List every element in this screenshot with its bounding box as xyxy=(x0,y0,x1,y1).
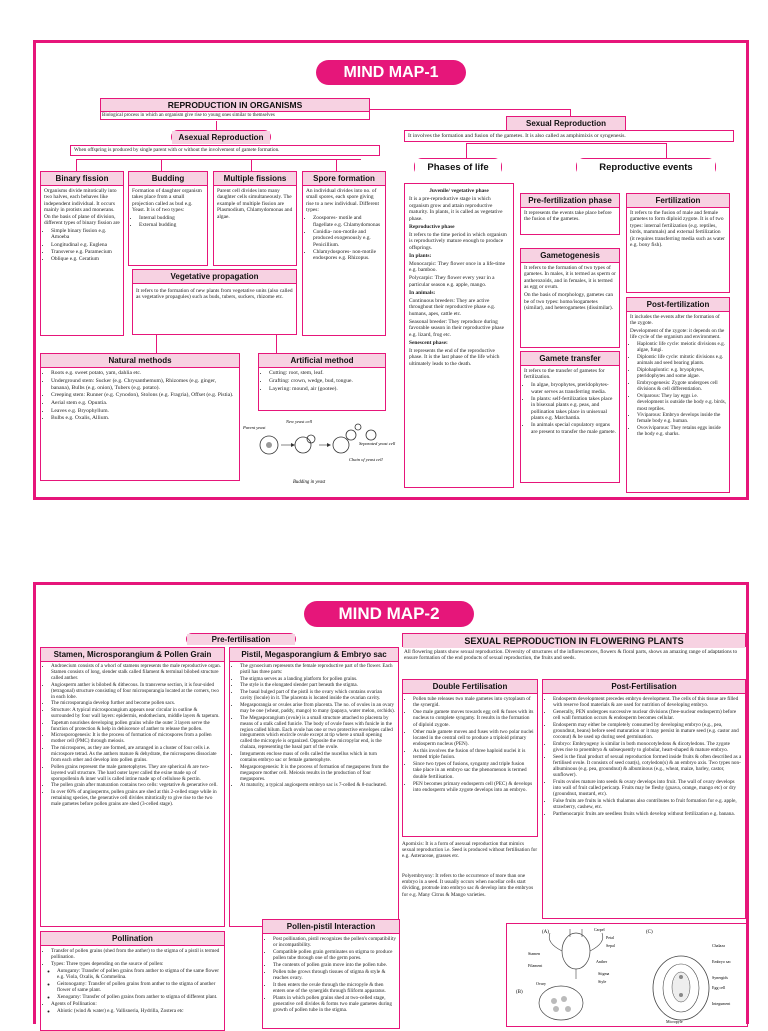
asexual-desc: When offspring is produced by single parent with or without the involvement of gamete formation. xyxy=(74,147,280,153)
pollen-pistil-box xyxy=(262,919,400,1029)
pistil-item: • At maturity, a typical angiosperm embryo sac is 7-celled & 8-nucleated. xyxy=(240,783,395,789)
stamen-item: • Pollen grains represent the male gametophytes. They are spherical & are two-layered wall structure. The hard outer layer called the exine made up of sporopollenin & inner wall is called intine made up of cellulose & pectin. xyxy=(51,765,221,783)
vegetative-box xyxy=(132,269,297,335)
pollination-item: ◦ Abiotic (wind & water) e.g. Vallisneria, Hydrilla, Zostera etc xyxy=(57,1008,221,1014)
budding-item: • External budding xyxy=(139,222,204,228)
pistil-item: • The gynoecium represents the female reproductive part of the flower. Each pistil has three parts: xyxy=(240,664,395,676)
pistil-item: • The basal bulged part of the pistil is the ovary which contains ovarian cavity (locule) in it. The placenta is located inside the ovarian cavity. xyxy=(240,690,395,702)
stamen-item: • The microsporangia develop further and become pollen sacs. xyxy=(51,701,221,707)
post-fert-2-box xyxy=(542,679,746,919)
pollination-item: ◦ Autogamy: Transfer of pollen grains from anther to stigma of the same flower e.g. Viola, Oxalis, & Commelina. xyxy=(57,968,221,980)
stamen-item: • The pollen grain after maturation contains two cells: vegetative & generative cell. xyxy=(51,783,221,789)
stamen-item: • Structure: A typical microsporangium appears near circular in outline & surrounded by four wall layers: epidermis, endothecium, middle layers & tapetum. xyxy=(51,708,221,720)
pollen-pistil-title: Pollen-pistil Interaction xyxy=(263,920,399,934)
yeast-budding-figure xyxy=(241,413,396,493)
pistil-item: • Megasporogenesis: It is the process of formation of megaspores from the megaspore mother cell. Meiosis results in the production of four megaspores. xyxy=(240,765,395,783)
stamen-item: • Angiosperm anther is bilobed & dithecous. In transverse section, it is four-sided (tetragonal) structure consisting of four microsporangia located at the corners, two in each lobe. xyxy=(51,683,221,701)
gametogenesis-title: Gametogenesis xyxy=(521,249,619,263)
fig-label: Style xyxy=(598,979,607,984)
natural-item: • Roots e.g. sweet potato, yam, dahlia etc. xyxy=(51,370,236,377)
polyembryony-text: Polyembryony: It refers to the occurrence of more than one embryo in a seed. It usually occurs when nucellar cells start dividing, protrude into embryo sac & develop into the embryos for e.g. Many Citrus & Mango varieties. xyxy=(402,873,534,898)
prefert-title-box xyxy=(186,633,296,645)
binary-fission-box xyxy=(40,171,124,336)
phase-heading: Juvenile/ vegetative phase xyxy=(429,188,489,194)
fig-label: Separated yeast cell xyxy=(359,441,396,446)
postfert-item: • Diplohaplontic: e.g. bryophytes, pteridophytes and some algae. xyxy=(637,367,726,379)
natural-methods-title: Natural methods xyxy=(41,354,239,368)
double-item: • Since two types of fusions, syngamy and triple fusion take place in an embryo sac the phenomenon is termed double fertilisation. xyxy=(413,761,534,780)
postfert-item: • Haplontic life cycle: meiotic divisions e.g. algae, fungi. xyxy=(637,341,726,353)
stamen-item: • In over 60% of angiosperms, pollen grains are shed at this 2-celled stage while in remaining species, the generative cell divides mitotically to give rise to the two male gametes before pollen grains are shed (3-celled stage). xyxy=(51,790,221,808)
phase-heading: Senescent phase: xyxy=(409,339,448,346)
fig-label: Ovary xyxy=(536,981,546,986)
sexual-desc-box xyxy=(404,130,734,142)
fig-label: Integument xyxy=(712,1001,731,1006)
artificial-item: • Cutting: root, stem, leaf. xyxy=(269,370,382,377)
pollination-box xyxy=(40,931,225,1031)
binary-item: • Transverse e.g. Paramecium xyxy=(51,249,120,255)
phase-text: Continuous breeders: They are active throughout their reproductive phase e.g. humans, apes, cattle etc. xyxy=(409,297,496,317)
gametogenesis-text: It refers to the formation of two types of gametes. In males, it is termed as sperm or antherozoids, and in females, it is termed as egg or ovum. xyxy=(524,265,616,291)
fertilization-text: It refers to the fusion of male and female gametes to form diploid zygote. It is of two types: internal fertilization (e.g. reptiles, birds, mammals) and external fertilization (it requires transferring media such as water e.g. bony fish). xyxy=(630,210,725,249)
stamen-item: • Androecium consists of a whorl of stamens represents the male reproductive organ. Stamen consists of long, slender stalk called filament & terminal bilobed structure called anther. xyxy=(51,664,221,682)
fig-label: Synergids xyxy=(712,975,728,980)
fig-label: Micropyle xyxy=(666,1019,683,1024)
multiple-fission-box xyxy=(213,171,297,266)
budding-title: Budding xyxy=(129,172,207,186)
budding-item: • Internal budding xyxy=(139,215,204,221)
artificial-method-box xyxy=(258,353,386,411)
double-fert-box xyxy=(402,679,538,837)
multiple-fission-text: Parent cell divides into many daughter cells simultaneously. The example of multiple fission are Plasmodium, Chlamydomonas and algae. xyxy=(217,188,293,220)
postfert-item: • Oviparous: They lay eggs i.e. development is outside the body e.g. birds, most reptiles. xyxy=(637,393,726,411)
gametogenesis-box xyxy=(520,248,620,348)
events-title-box xyxy=(576,158,716,176)
fig-label: (B) xyxy=(516,990,523,995)
pollination-item: • Types: Three types depending on the source of pollen: xyxy=(51,961,221,967)
fig-label: Chalaza xyxy=(712,943,725,948)
gamete-transfer-title: Gamete transfer xyxy=(521,352,619,366)
artificial-item: • Layering: mound, air (gootee). xyxy=(269,386,382,393)
natural-item: • Aerial stem e.g. Opuntia. xyxy=(51,400,236,407)
stamen-item: • Tapetum nourishes developing pollen grains while the outer 3 layers serve the function of protection & help in dehiscence of anther to release the pollen. xyxy=(51,721,221,733)
binary-fission-title: Binary fission xyxy=(41,172,123,186)
double-item: • Other male gamete moves and fuses with two polar nuclei located in the central cell to produce a triploid primary endosperm nucleus (PEN). xyxy=(413,729,534,748)
fig-label: Petal xyxy=(606,935,614,940)
sexual-title-box xyxy=(506,116,626,130)
pollination-item: • Agents of Pollination: xyxy=(51,1001,221,1007)
mind-map-2-title: MIND MAP-2 xyxy=(304,601,474,627)
phase-text: It refers to the time period in which organism is reproductively mature enough to produce offsprings. xyxy=(409,231,507,251)
mind-map-1-title: MIND MAP-1 xyxy=(316,60,466,85)
gametogenesis-text: On the basis of morphology, gametes can be of two types: homo/isogametes (similar), and heterogametes (dissimilar). xyxy=(524,292,614,311)
stamen-box xyxy=(40,647,225,927)
postfert-item: • Ovoviviparous: They retains eggs inside the body e.g. sharks. xyxy=(637,425,726,437)
postfert2-item: • Parthenocarpic fruits are seedless fruits which develop without fertilization e.g. banana. xyxy=(553,811,742,817)
fig-label: Stigma xyxy=(598,971,610,976)
fig-label: (C) xyxy=(646,930,653,935)
post-fertilization-box xyxy=(626,297,730,493)
fig-label: New yeast cell xyxy=(286,419,312,424)
postfert2-item: • False fruits are fruits in which thalamus also contributes to fruit formation for e.g. apple, strawberry, cashew, etc. xyxy=(553,798,742,810)
interaction-item: • Pollen tube grows through tissues of stigma & style & reaches ovary. xyxy=(273,969,396,981)
fig-label: Sepal xyxy=(606,943,615,948)
natural-item: • Leaves e.g. Bryophyllum. xyxy=(51,408,236,415)
fig-caption: Budding in yeast xyxy=(293,480,326,485)
postfert2-item: • Embryo: Embryogeny is similar in both monocotyledons & dicotyledons. The zygote gives rise to proembryo & subsequently to globular, heart-shaped & mature embryo. xyxy=(553,741,742,753)
fig-label: Parent yeast xyxy=(243,425,266,430)
sexual-fp-title-box xyxy=(402,633,746,647)
postfert2-item: • Fruits ovules mature into seeds & ovary develops into fruit. The wall of ovary develops into wall of fruit called pericarp. Fruits may be fleshy (guava, orange, mango etc) or dry (groundnut, mustard, etc). xyxy=(553,779,742,797)
phase-heading: In plants: xyxy=(409,252,432,259)
phases-title: Phases of life xyxy=(415,159,501,176)
gamete-transfer-box xyxy=(520,351,620,483)
interaction-item: • Post pollination, pistil recognizes the pollen's compatibility or incompatibility. xyxy=(273,936,396,948)
apomixis-text: Apomixis: It is a form of asexual reproduction that mimics sexual reproduction i.e. Seed is produced without fertilisation for e.g. Asteraceae, grasses etc. xyxy=(402,841,538,860)
interaction-item: • Compatible pollen grain germinates on stigma to produce pollen tube through one of the germ pores. xyxy=(273,949,396,961)
post-fertilization-title: Post-fertilization xyxy=(627,298,729,312)
sexual-title: Sexual Reproduction xyxy=(507,117,625,130)
double-item: • Pollen tube releases two male gametes into cytoplasm of the synergid. xyxy=(413,696,534,708)
postfert-item: • Embryogenesis: Zygote undergoes cell divisions & cell differentiation. xyxy=(637,380,726,392)
mind-map-2-panel xyxy=(33,582,749,1024)
sexual-desc: It involves the formation and fusion of the gametes. It is also called as amphimixis or syngenesis. xyxy=(408,133,626,139)
double-item: • As this involves the fusion of three haploid nuclei it is termed triple fusion. xyxy=(413,748,534,760)
multiple-fission-title: Multiple fissions xyxy=(214,172,296,186)
interaction-item: • It then enters the ovule through the micropyle & then enters one of the synergids through filiform apparatus. xyxy=(273,982,396,994)
postfert2-item: • Endosperm development precedes embryo development. The cells of this tissue are filled with reserve food materials & are used for nutrition of developing embryo. xyxy=(553,696,742,708)
asexual-title: Asexual Reproduction xyxy=(172,131,270,144)
sexual-fp-desc: All flowering plants show sexual reproduction. Diversity of structures of the inflorescences, flowers & floral parts, shows an amazing range of adaptations to ensure formation of the end products of sexual reproduction, the fruits and seeds. xyxy=(404,649,738,662)
spore-formation-box xyxy=(302,171,386,336)
budding-text: Formation of daughter organism takes place from a small projection called as bud e.g. Yeast. It is of two types: xyxy=(132,188,202,214)
budding-box xyxy=(128,171,208,266)
pistil-item: • The Megasporangium (ovule) is a small structure attached to placenta by means of a stalk called funicle. The body of ovule fuses with funicle in the region called hilum. Each ovule has one or two protective envelopes called integuments which encircle ovule except at tip where a small opening called the micropyle is organized. Opposite the micropylar end, is the chalaza, representing the basal part of the ovule. xyxy=(240,716,395,752)
natural-item: • Bulbs e.g. Oxalis, Allium. xyxy=(51,415,236,422)
pistil-item: • Integuments enclose mass of cells called the nucellus which in turn contains embryo sac or female gametophyte. xyxy=(240,752,395,764)
prefert-title: Pre-fertilisation xyxy=(187,634,295,645)
mind-map-1-panel xyxy=(33,40,749,500)
stamen-item: • Microsporogenesis: It is the process of formation of microspores from a pollen mother cell (PMC) through meiosis. xyxy=(51,733,221,745)
artificial-method-title: Artificial method xyxy=(259,354,385,368)
phase-text: It represents the end of the reproductive phase. It is the last phase of the life which ultimately leads to the death. xyxy=(409,347,500,367)
phase-heading: In animals: xyxy=(409,289,436,296)
postfert2-item: • Generally, PEN undergoes successive nuclear divisions (free-nuclear endosperm) before cell wall formation occurs & endosperm becomes cellular. xyxy=(553,709,742,721)
pollination-title: Pollination xyxy=(41,932,224,946)
phase-text: Seasonal breeder: They reproduce during favorable season in their reproductive phase e.g. lizard, frog etc. xyxy=(409,318,505,338)
events-title: Reproductive events xyxy=(577,159,715,176)
postfert-text: Development of the zygote: it depends on the life cycle of the organism and environment. xyxy=(630,327,725,340)
vegetative-title: Vegetative propagation xyxy=(133,270,296,284)
postfert-item: • Viviparous: Embryo develops inside the female body e.g. human. xyxy=(637,412,726,424)
stamen-title: Stamen, Microsporangium & Pollen Grain xyxy=(41,648,224,662)
spore-item: • Chlamydospores- non-motile endospores e.g. Rhizopus. xyxy=(313,249,382,262)
natural-methods-box xyxy=(40,353,240,481)
phases-title-box xyxy=(414,158,502,176)
prefert-phase-title: Pre-fertilization phase xyxy=(521,194,619,208)
asexual-title-box xyxy=(171,130,271,144)
spore-item: • Zoospores- motile and flagellate e.g. Chlamydomonas xyxy=(313,215,382,228)
prefert-phase-box xyxy=(520,193,620,235)
pollination-item: ◦ Xenogamy: Transfer of pollen grains from anther to stigma of different plant. xyxy=(57,994,221,1000)
transfer-item: • In plants: self-fertilization takes place in bisexual plants e.g. peas, and pollination takes place in unisexual plants e.g. Marchantia. xyxy=(531,396,616,422)
root-desc: Biological process in which an organism give rise to young ones similar to themselves xyxy=(102,113,275,118)
fig-label: Carpel xyxy=(594,927,605,932)
asexual-desc-box xyxy=(70,145,380,156)
pistil-box xyxy=(229,647,399,927)
postfert2-item: • Endosperm may either be completely consumed by developing embryo (e.g., pea, groundnut, beans) before seed maturation or it may persist in mature seed (e.g. castor and coconut) & be used up during seed germination. xyxy=(553,722,742,740)
double-item: • One male gamete moves towards egg cell & fuses with its nucleus to complete syngamy. It results in the formation of diploid zygote. xyxy=(413,709,534,728)
pistil-item: • The style is the elongated slender part beneath the stigma. xyxy=(240,683,395,689)
stamen-item: • The microspores, as they are formed, are arranged in a cluster of four cells i.e. microspore tetrad. As the anthers mature & dehydrate, the microspores dissociate from each other and develop into pollen grains. xyxy=(51,746,221,764)
vegetative-text: It refers to the formation of new plants from vegetative units (also called as vegetative propagules) such as buds, tubers, suckers, rhizome etc. xyxy=(136,288,293,301)
flower-structure-figure xyxy=(506,923,748,1027)
postfert2-item: • Seed is the final product of sexual reproduction formed inside fruits & often described as a fertilised ovule. It consists of seed coat(s), cotyledon(s) & an embryo axis. Two types non-albuminous (e.g. pea, groundnut) & albuminous (e.g., wheat, maize, barley, castor, sunflower). xyxy=(553,754,742,778)
pistil-item: • Megasporangia or ovules arise from placenta. The no. of ovules in an ovary may be one (wheat, paddy, mango) to many (papaya, water melon, orchids). xyxy=(240,703,395,715)
pollination-item: • Transfer of pollen grains (shed from the anther) to the stigma of a pistil is termed pollination. xyxy=(51,948,221,960)
binary-item: • Simple binary fission e.g. Amoeba xyxy=(51,228,120,241)
pistil-item: • The stigma serves as a landing platform for pollen grains. xyxy=(240,677,395,683)
sexual-fp-title: SEXUAL REPRODUCTION IN FLOWERING PLANTS xyxy=(403,634,745,648)
fig-label: Chain of yeast cell xyxy=(349,457,383,462)
fig-label: Stamen xyxy=(528,951,540,956)
phases-box xyxy=(404,183,514,488)
postfert-text: It includes the events after the formation of the zygote. xyxy=(630,314,720,327)
phase-heading: Reproductive phase xyxy=(409,223,455,230)
phase-text: Monocarpic: They flower once in a life-time e.g. bamboo. xyxy=(409,260,505,273)
spore-item: • Conidia- non-motile and produced exogenously e.g. Penicillium. xyxy=(313,229,382,248)
binary-item: • Longitudinal e.g. Euglena xyxy=(51,242,120,248)
natural-item: • Creeping stem: Runner (e.g. Cynodon), Stolons (e.g. Fragria), Offset (e.g. Pistia). xyxy=(51,392,236,399)
phase-text: It is a pre-reproductive stage in which organism grow and attain reproductive maturity. In plants, it is called as vegetative phase. xyxy=(409,196,503,222)
phase-text: Polycarpic: They flower every year in a particular season e.g. apple, mango. xyxy=(409,275,495,288)
natural-item: • Underground stem: Sucker (e.g. Chrysanthemum), Rhizomes (e.g. ginger, banana), Bulbs (e.g. onion), Tubers (e.g. potato). xyxy=(51,378,236,392)
transfer-item: • In algae, bryophytes, pteridophytes- water serves as transferring media. xyxy=(531,382,616,395)
post-fert-2-title: Post-Fertilisation xyxy=(543,680,745,694)
interaction-item: • Plants in which pollen grains shed at two-celled stage, generative cell divides & forms two male gametes during growth of pollen tube in the stigma. xyxy=(273,995,396,1013)
double-item: • PEN becomes primary endosperm cell (PEC) & develops into endosperm while zygote develops into an embryo. xyxy=(413,781,534,793)
fig-label: (A) xyxy=(542,930,549,935)
spore-formation-text: An individual divides into no. of small spores, each spore giving rise to a new individual. Different types: xyxy=(306,188,379,214)
gamete-transfer-text: It refers to the transfer of gametes for fertilization. xyxy=(524,368,605,381)
fertilization-title: Fertilization xyxy=(627,194,729,208)
pollination-item: ◦ Geitonogamy: Transfer of pollen grains from anther to the stigma of another flower of same plant. xyxy=(57,981,221,993)
root-title: REPRODUCTION IN ORGANISMS xyxy=(101,99,369,112)
interaction-item: • The contents of pollen grain move into the pollen tube. xyxy=(273,962,396,968)
fig-label: Filament xyxy=(528,963,543,968)
fig-label: Embryo sac xyxy=(712,959,731,964)
artificial-item: • Grafting: crown, wedge, bud, tongue. xyxy=(269,378,382,385)
fig-label: Anther xyxy=(596,959,608,964)
transfer-item: • In animals special copulatory organs are present to transfer the male gamete. xyxy=(531,422,616,435)
binary-item: • Oblique e.g. Ceratium xyxy=(51,256,120,262)
prefert-phase-text: It represents the events take place before the fusion of the gametes. xyxy=(524,210,612,223)
pistil-title: Pistil, Megasporangium & Embryo sac xyxy=(230,648,398,662)
double-fert-title: Double Fertilisation xyxy=(403,680,537,694)
fertilization-box xyxy=(626,193,730,293)
binary-fission-text: Organisms divide mitotically into two halves, each behaves like independent individual. It occurs mainly in protists and monerans. On the basis of plane of division, different types of binary fission are xyxy=(44,188,120,227)
postfert-item: • Diplontic life cycle: mitotic divisions e.g. animals and seed bearing plants. xyxy=(637,354,726,366)
spore-formation-title: Spore formation xyxy=(303,172,385,186)
fig-label: Egg cell xyxy=(712,985,726,990)
